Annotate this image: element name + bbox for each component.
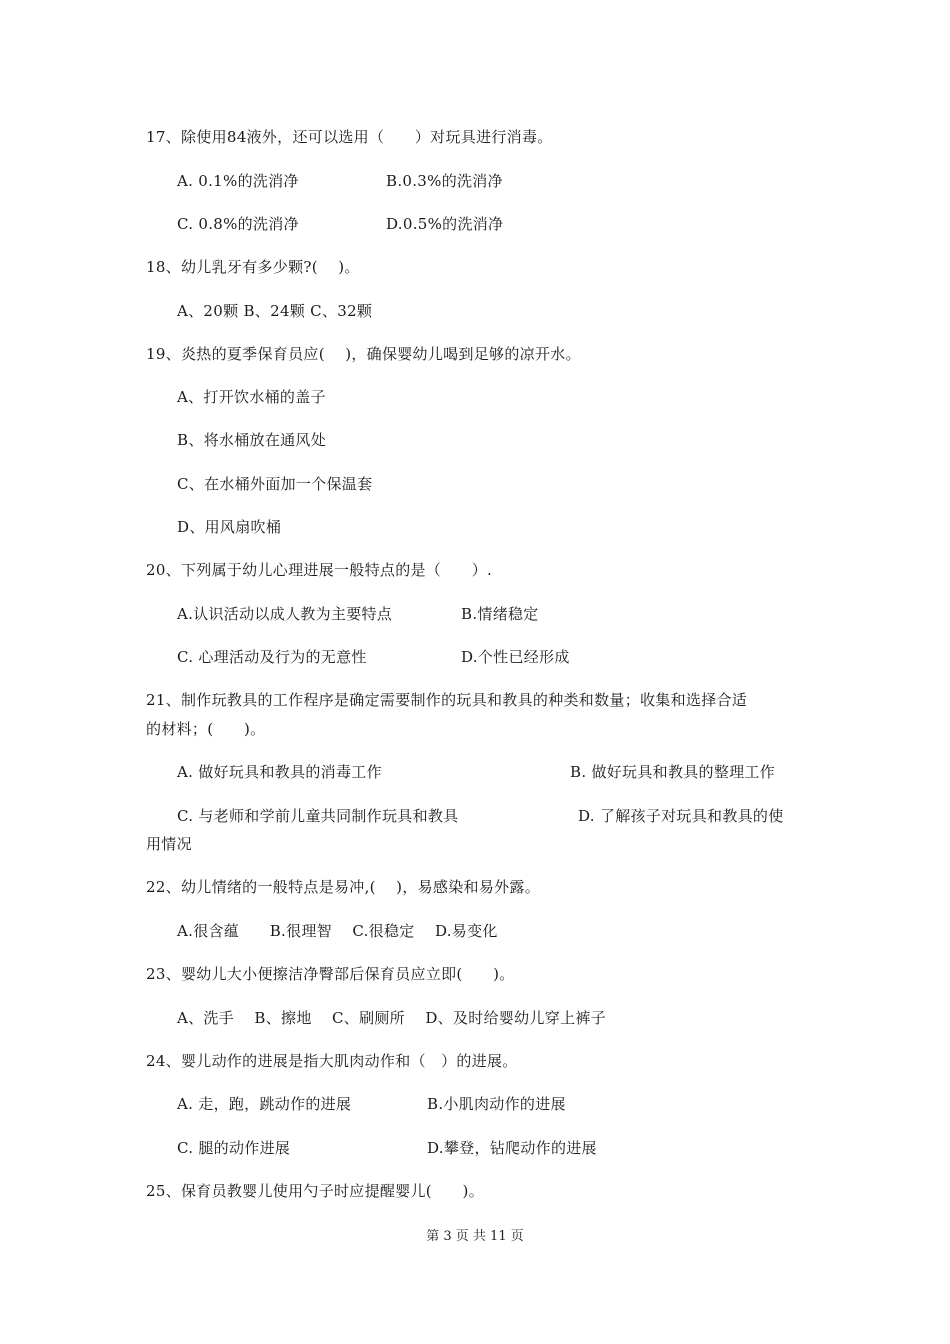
question-21-stem-line-1: 21、制作玩教具的工作程序是确定需要制作的玩具和教具的种类和数量；收集和选择合适: [146, 691, 748, 709]
question-24-option-b: B.小肌肉动作的进展: [427, 1095, 566, 1113]
question-17-option-b: B.0.3%的洗消净: [386, 172, 503, 190]
question-20-stem: 20、下列属于幼儿心理进展一般特点的是（ ）.: [146, 561, 493, 579]
question-24-stem: 24、婴儿动作的进展是指大肌肉动作和（ ）的进展。: [146, 1052, 518, 1070]
question-17-stem: 17、除使用84液外，还可以选用（ ）对玩具进行消毒。: [146, 128, 553, 146]
question-17-option-a: A. 0.1%的洗消净: [177, 172, 299, 190]
question-17-option-c: C. 0.8%的洗消净: [177, 215, 299, 233]
question-22-options: A.很含蕴 B.很理智 C.很稳定 D.易变化: [177, 922, 498, 940]
question-19-option-a: A、打开饮水桶的盖子: [177, 388, 326, 406]
question-20-option-b: B.情绪稳定: [461, 605, 539, 623]
question-21-option-d-line-1: D. 了解孩子对玩具和教具的使: [578, 807, 784, 825]
question-21-option-a: A. 做好玩具和教具的消毒工作: [177, 763, 382, 781]
question-19-option-d: D、用风扇吹桶: [177, 518, 282, 536]
question-20-option-a: A.认识活动以成人教为主要特点: [177, 605, 393, 623]
question-25-stem: 25、保育员教婴儿使用勺子时应提醒婴儿( )。: [146, 1182, 484, 1200]
question-22-stem: 22、幼儿情绪的一般特点是易冲,( )，易感染和易外露。: [146, 878, 541, 896]
question-24-option-a: A. 走，跑，跳动作的进展: [177, 1095, 352, 1113]
question-23-stem: 23、婴幼儿大小便擦洁净臀部后保育员应立即( )。: [146, 965, 515, 983]
question-21-option-b: B. 做好玩具和教具的整理工作: [570, 763, 776, 781]
question-21-option-d-line-2: 用情况: [146, 835, 192, 853]
question-20-option-d: D.个性已经形成: [461, 648, 570, 666]
question-18-options: A、20颗 B、24颗 C、32颗: [177, 302, 373, 320]
question-19-stem: 19、炎热的夏季保育员应( )，确保婴幼儿喝到足够的凉开水。: [146, 345, 581, 363]
question-17-option-d: D.0.5%的洗消净: [386, 215, 504, 233]
question-19-option-c: C、在水桶外面加一个保温套: [177, 475, 373, 493]
page-number-footer: 第 3 页 共 11 页: [426, 1229, 524, 1244]
question-24-option-d: D.攀登，钻爬动作的进展: [427, 1139, 597, 1157]
question-23-options: A、洗手 B、擦地 C、刷厕所 D、及时给婴幼儿穿上裤子: [177, 1009, 606, 1027]
question-20-option-c: C. 心理活动及行为的无意性: [177, 648, 367, 666]
question-21-stem-line-2: 的材料；( )。: [146, 720, 266, 738]
question-21-option-c: C. 与老师和学前儿童共同制作玩具和教具: [177, 807, 459, 825]
question-24-option-c: C. 腿的动作进展: [177, 1139, 291, 1157]
question-19-option-b: B、将水桶放在通风处: [177, 431, 327, 449]
question-18-stem: 18、幼儿乳牙有多少颗?( )。: [146, 258, 360, 276]
